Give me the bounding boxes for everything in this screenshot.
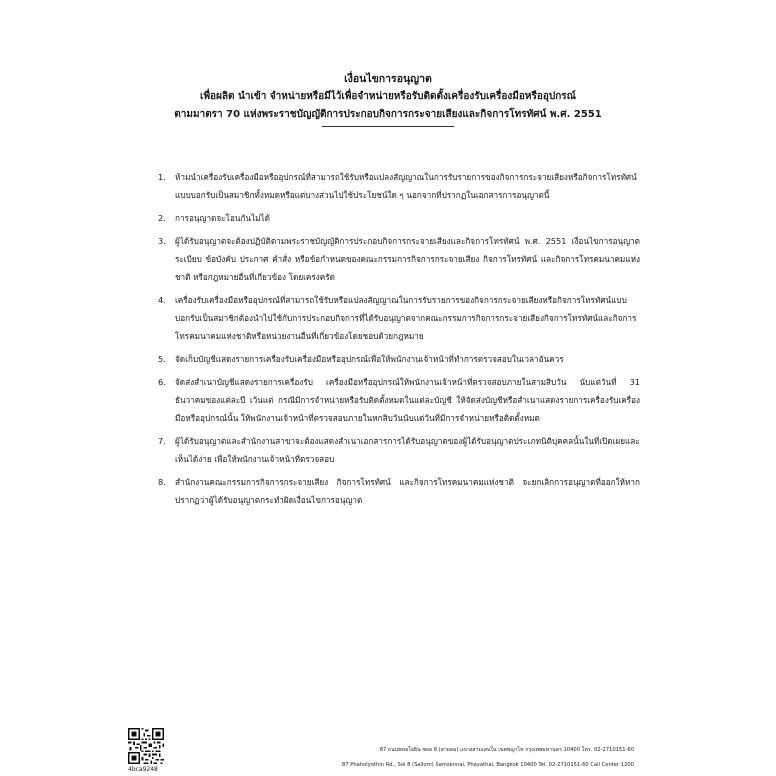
document-title — [0, 70, 776, 127]
condition-text: จัดเก็บบัญชีแสดงรายการเครื่องรับเครื่องมือหรืออุปกรณ์เพื่อให้พนักงานเจ้าหน้าที่ทำการตรวจสอบในเวลาอันควร — [175, 354, 564, 364]
condition-text: ผู้ได้รับอนุญาตจะต้องปฏิบัติตามพระราชบัญญัติการประกอบกิจการกระจายเสียงและกิจการโทรทัศน์ พ.ศ. 2551 เงื่อนไขการอนุญาต ระเบียบ ข้อบังคับ ประกาศ คำสั่ง หรือข้อกำหนดของคณะกรรมการกิจการกระจายเสียง กิจการโทรทัศน์ และกิจการโทรคมนาคมแห่งชาติ หรือกฎหมายอื่นที่เกี่ยวข้อง โดยเคร่งครัด — [175, 236, 640, 282]
condition-number: 3. — [158, 236, 166, 246]
condition-item — [158, 373, 640, 427]
address-thai: 87 ถนนพหลโยธิน ซอย 8 (สายลม) แขวงสามเสนใน เขตพญาไท กรุงเทพมหานคร 10400 โทร. 02-2710151-60 — [379, 747, 634, 753]
condition-text: ห้ามนำเครื่องรับเครื่องมือหรืออุปกรณ์ที่สามารถใช้รับหรือแปลงสัญญาณในการรับรายการของกิจการกระจายเสียงหรือกิจการโทรทัศน์แบบบอกรับเป็นสมาชิกทั้งหมดหรือแต่บางส่วนไปใช้ประโยชน์ใด ๆ นอกจากที่ปรากฏในเอกสารการอนุญาตนี้ — [175, 172, 637, 200]
condition-text: จัดส่งสำเนาบัญชีแสดงรายการเครื่องรับ เครื่องมือหรืออุปกรณ์ให้พนักงานเจ้าหน้าที่ตรวจสอบภายในสามสิบวัน นับแต่วันที่ 31 ธันวาคมของแต่ละปี เว้นแต่ กรณีมีการจำหน่ายหรือรับติดตั้งหมดในแต่ละบัญชี ให้จัดส่งบัญชีหรือสำเนาแสดงรายการเครื่องรับเครื่องมือหรืออุปกรณ์นั้น ให้พนักงานเจ้าหน้าที่ตรวจสอบภายในหกสิบวันนับแต่วันที่มีการจำหน่ายหรือติดตั้งหมด — [175, 377, 640, 423]
document-footer — [0, 728, 776, 776]
title-line-2: เพื่อผลิต นำเข้า จำหน่ายหรือมีไว้เพื่อจำหน่ายหรือรับติดตั้งเครื่องรับเครื่องมือหรืออุปกรณ์ — [200, 91, 576, 102]
condition-text: เครื่องรับเครื่องมือหรืออุปกรณ์ที่สามารถใช้รับหรือแปลงสัญญาณในการรับรายการของกิจการกระจายเสียงหรือกิจการโทรทัศน์แบบบอกรับเป็นสมาชิกต้องนำไปใช้กับการประกอบกิจการที่ได้รับอนุญาตจากคณะกรรมการกิจการกระจายเสียงกิจการโทรทัศน์และกิจการโทรคมนาคมแห่งชาติหรือหน่วยงานอื่นที่เกี่ยวข้องโดยชอบด้วยกฎหมาย — [175, 295, 637, 341]
qr-code-icon — [128, 728, 164, 764]
condition-number: 4. — [158, 295, 166, 305]
condition-text: สำนักงานคณะกรรมการกิจการกระจายเสียง กิจการโทรทัศน์ และกิจการโทรคมนาคมแห่งชาติ จะยกเลิกการอนุญาตที่ออกให้หากปรากฏว่าผู้ได้รับอนุญาตกระทำผิดเงื่อนไขการอนุญาต — [175, 477, 640, 505]
condition-item — [158, 473, 640, 509]
condition-number: 6. — [158, 377, 166, 387]
condition-number: 2. — [158, 213, 166, 223]
address-english: 87 Phaholyothin Rd., Soi 8 (Sailom) Samsennai, Phayathai, Bangkok 10400 Tel. 02-2710151-60 Call Center 1200 — [342, 762, 634, 768]
condition-item — [158, 232, 640, 286]
title-line-1: เงื่อนไขการอนุญาต — [344, 73, 432, 85]
condition-item — [158, 168, 640, 204]
qr-reference-code: 4bca9248 — [128, 766, 158, 773]
condition-item — [158, 291, 640, 345]
title-line-3: ตามมาตรา 70 แห่งพระราชบัญญัติการประกอบกิจการกระจายเสียงและกิจการโทรทัศน์ พ.ศ. 2551 — [174, 109, 602, 120]
condition-number: 5. — [158, 354, 166, 364]
condition-text: ผู้ได้รับอนุญาตและสำนักงานสาขาจะต้องแสดงสำเนาเอกสารการได้รับอนุญาตของผู้ได้รับอนุญาตประเภทนิติบุคคลนั้นในที่เปิดเผยและเห็นได้ง่าย เพื่อให้พนักงานเจ้าหน้าที่ตรวจสอบ — [175, 436, 640, 464]
condition-number: 8. — [158, 477, 166, 487]
title-underline — [322, 126, 454, 127]
conditions-list — [158, 168, 640, 514]
condition-item — [158, 209, 640, 227]
condition-number: 7. — [158, 436, 166, 446]
condition-item — [158, 350, 640, 368]
condition-text: การอนุญาตจะโอนกันไม่ได้ — [175, 213, 270, 223]
condition-item — [158, 432, 640, 468]
condition-number: 1. — [158, 172, 166, 182]
